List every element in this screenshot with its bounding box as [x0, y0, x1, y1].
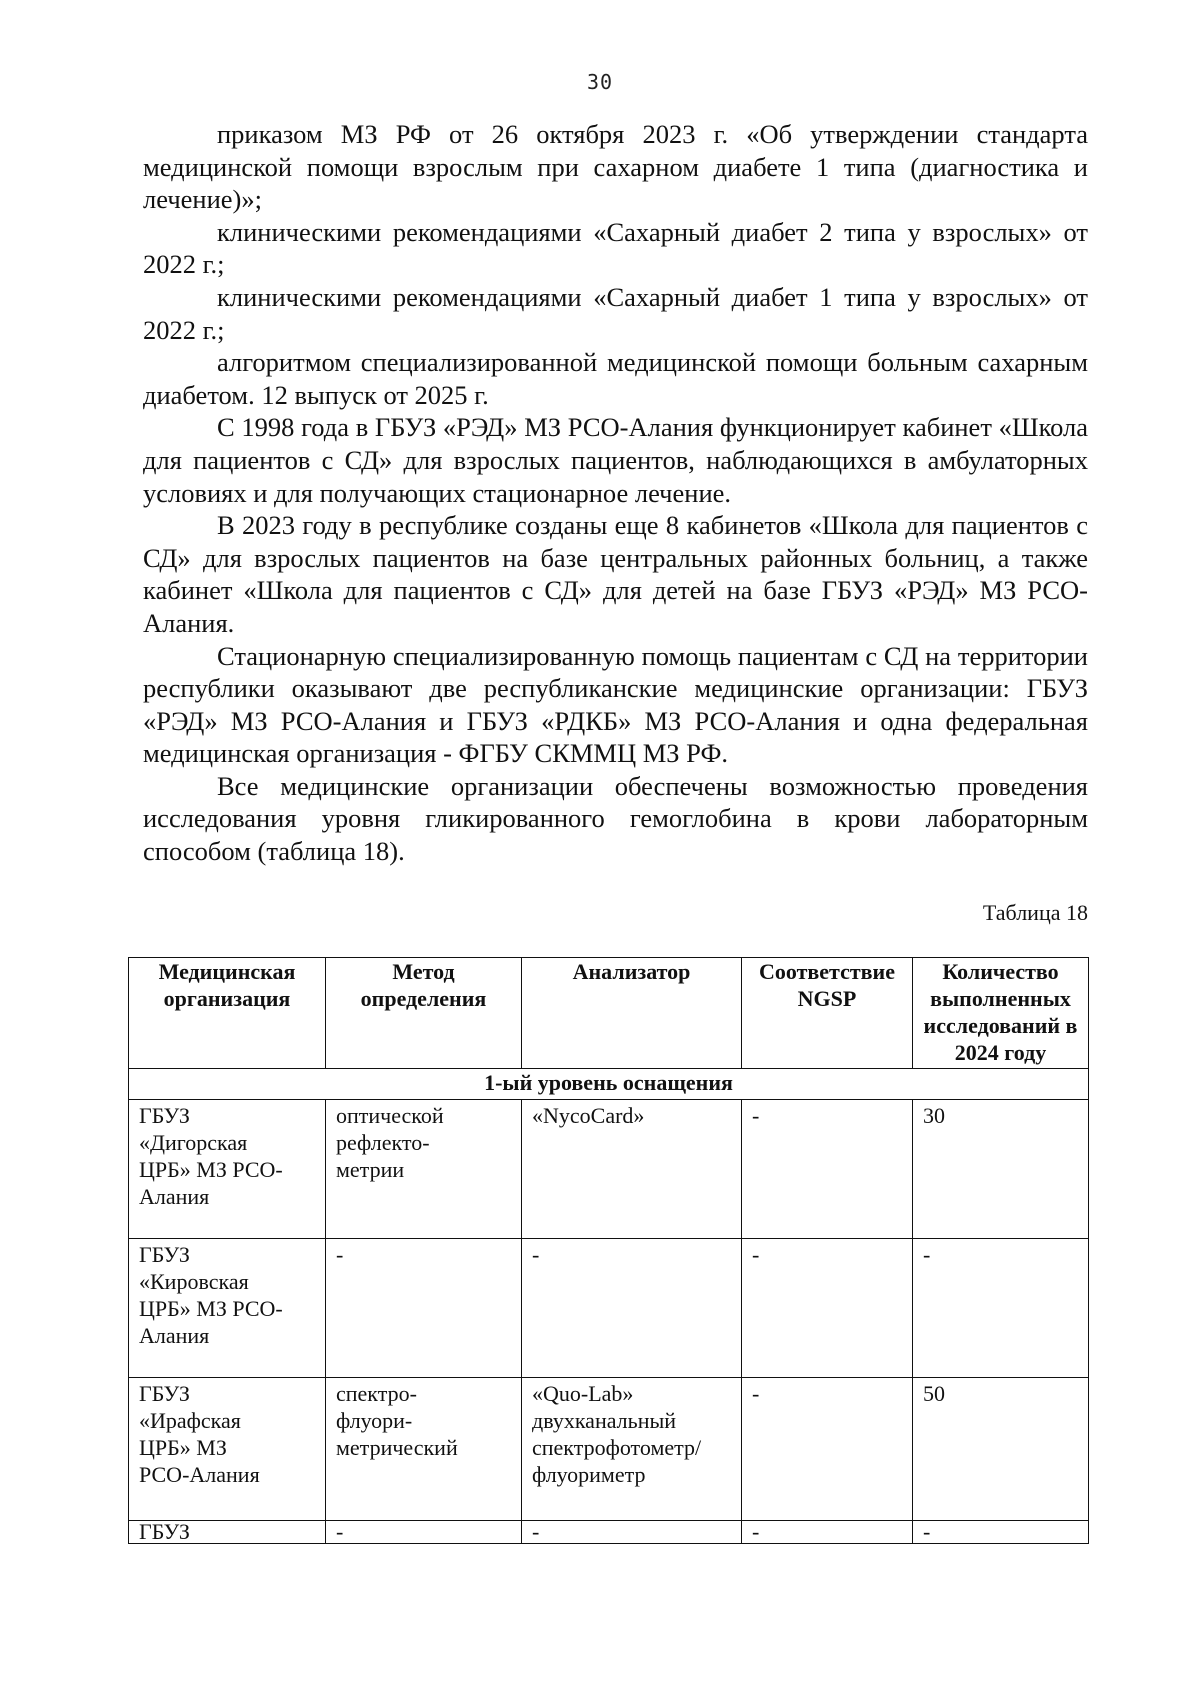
table-row	[129, 1239, 1089, 1378]
table-row	[129, 1100, 1089, 1239]
cell-organization: ГБУЗ «Дигорская ЦРБ» МЗ РСО- Алания	[139, 1103, 283, 1209]
cell-analyzer: -	[532, 1242, 540, 1267]
section-row	[129, 1069, 1089, 1100]
body-text	[143, 118, 1088, 868]
table-caption: Таблица 18	[982, 900, 1088, 925]
paragraph-school-2023: В 2023 году в республике созданы еще 8 кабинетов «Школа для пациентов с СД» для взрослых пациентов на базе центральных районных больниц, а также кабинет «Школа для пациентов с СД» для детей на базе ГБУЗ «РЭД» МЗ РСО-Алания.	[143, 510, 1088, 638]
cell-count: 30	[923, 1103, 945, 1128]
paragraph-hba1c-testing: Все медицинские организации обеспечены возможностью проведения исследования уровня гликированного гемоглобина в крови лабораторным способом (таблица 18).	[143, 770, 1088, 867]
cell-organization: ГБУЗ «Кировская ЦРБ» МЗ РСО- Алания	[139, 1242, 283, 1348]
cell-method: -	[336, 1519, 344, 1544]
cell-analyzer: -	[532, 1519, 540, 1544]
cell-ngsp: -	[752, 1242, 760, 1267]
cell-method: -	[336, 1242, 344, 1267]
cell-ngsp: -	[752, 1103, 760, 1128]
cell-method: оптической рефлекто- метрии	[336, 1103, 444, 1182]
cell-organization: ГБУЗ	[139, 1519, 190, 1544]
header-analyzer: Анализатор	[522, 958, 742, 1069]
header-count: Количество выполненных исследований в 2024 году	[913, 958, 1089, 1069]
table-row	[129, 1378, 1089, 1521]
cell-ngsp: -	[752, 1381, 760, 1406]
cell-method: спектро- флуори- метрический	[336, 1381, 458, 1460]
paragraph-order-standard: приказом МЗ РФ от 26 октября 2023 г. «Об утверждении стандарта медицинской помощи взрослым при сахарном диабете 1 типа (диагностика и лечение)»;	[143, 119, 1088, 215]
cell-organization: ГБУЗ «Ирафская ЦРБ» МЗ РСО-Алания	[139, 1381, 260, 1487]
paragraph-algorithm: алгоритмом специализированной медицинской помощи больным сахарным диабетом. 12 выпуск от 2025 г.	[143, 347, 1088, 410]
cell-analyzer: «NycoCard»	[532, 1103, 645, 1128]
paragraph-inpatient-care: Стационарную специализированную помощь пациентам с СД на территории республики оказывают две республиканские медицинские организации: ГБУЗ «РЭД» МЗ РСО-Алания и ГБУЗ «РДКБ» МЗ РСО-Алания и одна федеральная медицинская организация - ФГБУ СКММЦ МЗ РФ.	[143, 640, 1088, 769]
paragraph-guidelines-type1: клиническими рекомендациями «Сахарный диабет 1 типа у взрослых» от 2022 г.;	[143, 281, 1088, 345]
cell-ngsp: -	[752, 1519, 760, 1544]
table-row	[129, 1521, 1089, 1544]
header-ngsp: Соответствие NGSP	[742, 958, 913, 1069]
paragraph-guidelines-type2: клиническими рекомендациями «Сахарный диабет 2 типа у взрослых» от 2022 г.;	[143, 216, 1088, 280]
table-header-row	[129, 958, 1089, 1069]
header-method: Метод определения	[326, 958, 522, 1069]
cell-count: 50	[923, 1381, 945, 1406]
section-title: 1-ый уровень оснащения	[129, 1069, 1089, 1100]
header-organization: Медицинская организация	[129, 958, 326, 1069]
page-number: 30	[586, 70, 614, 94]
hba1c-equipment-table	[128, 957, 1089, 1544]
cell-count: -	[923, 1242, 931, 1267]
paragraph-school-1998: С 1998 года в ГБУЗ «РЭД» МЗ РСО-Алания функционирует кабинет «Школа для пациентов с СД» для взрослых пациентов, наблюдающихся в амбулаторных условиях и для получающих стационарное лечение.	[143, 412, 1088, 508]
cell-analyzer: «Quo-Lab» двухканальный спектрофотометр/ флуориметр	[532, 1381, 702, 1487]
cell-count: -	[923, 1519, 931, 1544]
